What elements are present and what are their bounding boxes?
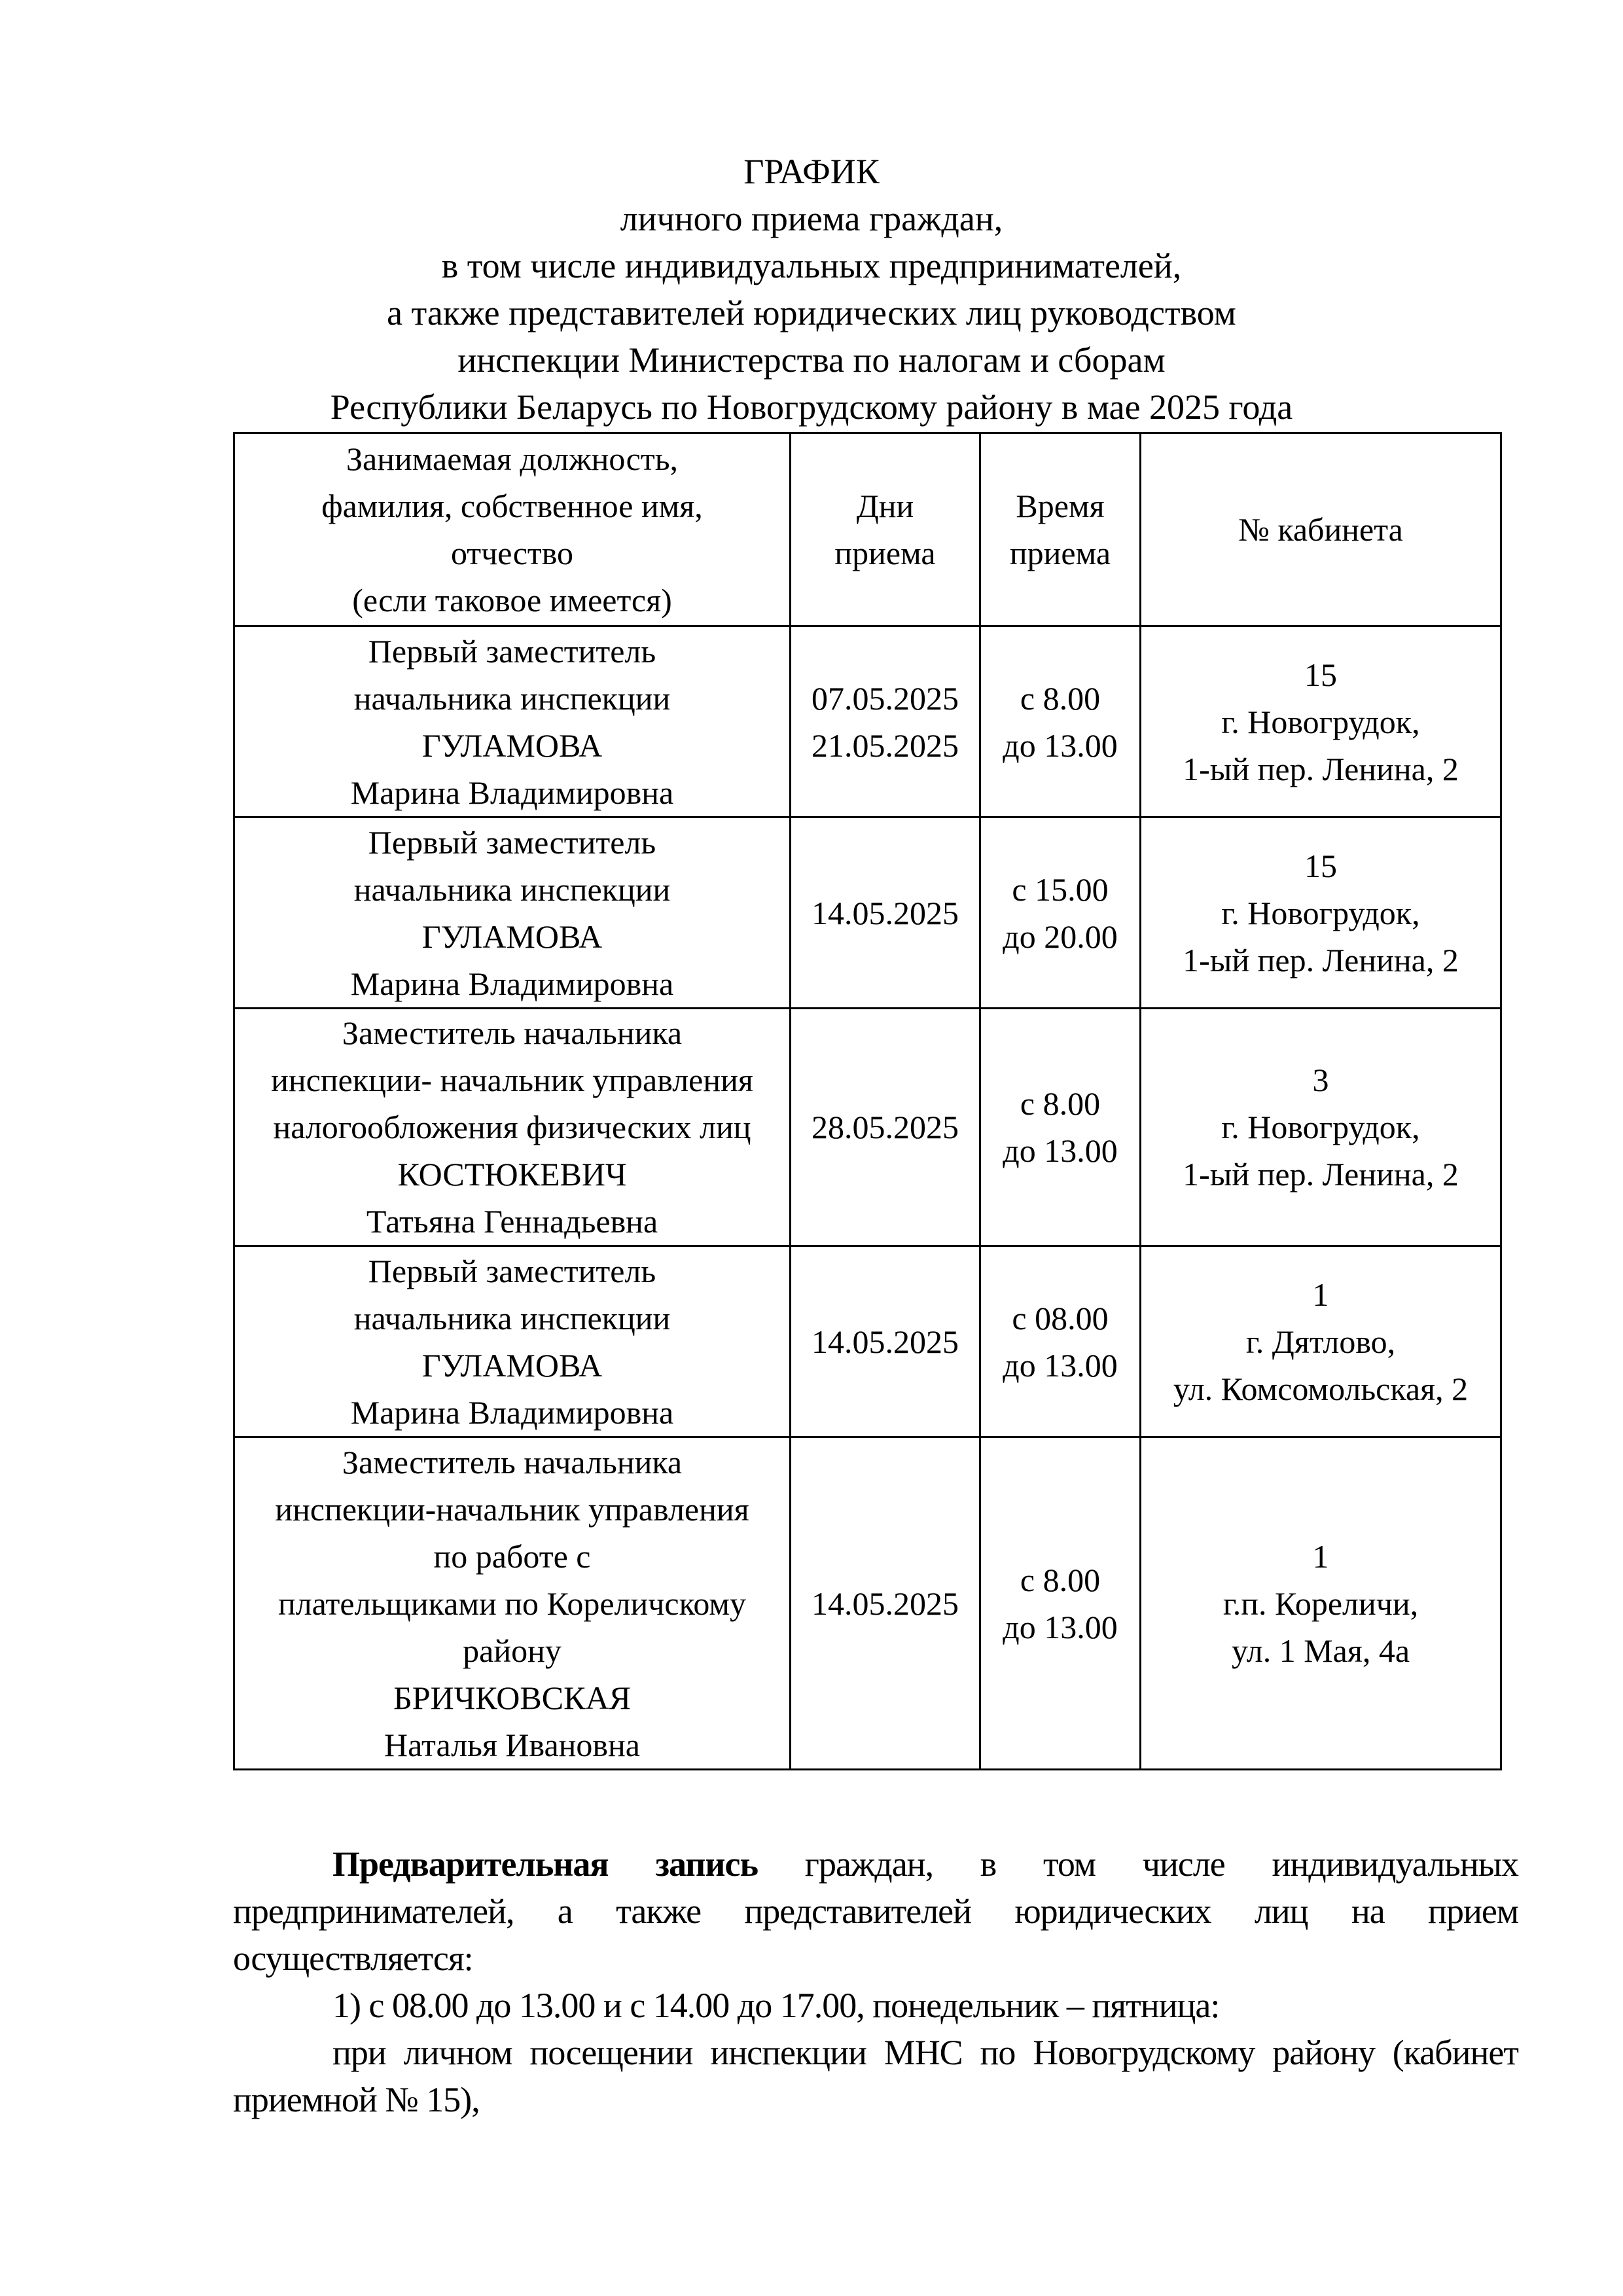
cell-position [234,1437,791,1770]
note-item-1-detail: при личном посещении инспекции МНС по Новогрудскому району (кабинет приемной № 15), [233,2033,1518,2119]
cell-line: 14.05.2025 [812,1323,959,1360]
cell-line: с 08.00 [1012,1299,1109,1336]
title-line: в том числе индивидуальных предпринимателей, [441,246,1182,285]
cell-line: Марина Владимировна [350,1393,674,1431]
cell-lines [795,675,975,769]
table-body [234,626,1501,1770]
cell-line: г.п. Кореличи, [1222,1585,1419,1622]
cell-office [1141,1246,1501,1437]
cell-line: 15 [1304,847,1337,884]
cell-lines [1145,842,1496,984]
table-row [234,626,1501,817]
cell-line: 14.05.2025 [812,894,959,931]
cell-lines [795,889,975,937]
cell-line: (если таковое имеется) [352,582,672,619]
cell-line: 1 [1312,1276,1329,1313]
cell-lines [795,1103,975,1151]
cell-line: с 15.00 [1012,870,1109,908]
cell-line: приема [834,535,936,571]
cell-line: Первый заместитель [368,1252,656,1289]
header-position [234,433,791,626]
cell-line: Заместитель начальника [342,1443,683,1480]
cell-lines [985,675,1135,769]
note-item-1: 1) с 08.00 до 13.00 и с 14.00 до 17.00, понедельник – пятница: [332,1986,1220,2025]
cell-time [980,1246,1141,1437]
cell-line: району [463,1632,562,1669]
cell-line: с 8.00 [1020,1561,1101,1598]
cell-line: БРИЧКОВСКАЯ [393,1679,631,1716]
cell-line: Марина Владимировна [350,774,674,811]
cell-line: 28.05.2025 [812,1109,959,1145]
cell-line: 1-ый пер. Ленина, 2 [1183,1156,1459,1193]
cell-lines [795,1318,975,1365]
cell-line: по работе с [433,1537,591,1575]
cell-line: Заместитель начальника [342,1014,683,1051]
cell-line: до 13.00 [1003,1346,1118,1384]
cell-line: г. Новогрудок, [1221,894,1420,931]
cell-time [980,626,1141,817]
cell-line: Первый заместитель [368,823,656,861]
cell-line: начальника инспекции [353,1299,671,1336]
note-intro [233,1840,1518,1982]
cell-time [980,817,1141,1009]
cell-lines [239,435,785,624]
cell-line: до 20.00 [1003,918,1118,955]
cell-line: начальника инспекции [353,679,671,717]
cell-line: отчество [450,535,574,571]
cell-line: ГУЛАМОВА [421,1346,603,1384]
cell-lines [239,1009,785,1245]
cell-line: № кабинета [1238,511,1403,548]
cell-lines [1145,506,1496,553]
cell-line: ГУЛАМОВА [421,918,603,955]
cell-lines [239,628,785,816]
cell-lines [985,1556,1135,1651]
cell-position [234,1009,791,1246]
cell-days [791,1246,980,1437]
cell-lines [985,1295,1135,1389]
title-heading: ГРАФИК [743,152,880,191]
note-bold-lead: Предварительная запись [332,1844,758,1884]
title-line: Республики Беларусь по Новогрудскому району в мае 2025 года [330,387,1293,427]
cell-lines [239,1247,785,1436]
cell-line: Первый заместитель [368,632,656,670]
cell-line: до 13.00 [1003,1132,1118,1169]
table-row [234,1009,1501,1246]
cell-line: плательщиками по Кореличскому [277,1585,747,1622]
cell-days [791,1437,980,1770]
cell-line: 21.05.2025 [812,726,959,764]
cell-lines [985,1080,1135,1174]
cell-line: 1 [1312,1537,1329,1575]
table-row [234,817,1501,1009]
cell-line: до 13.00 [1003,1608,1118,1645]
title-line: а также представителей юридических лиц руководством [387,293,1236,332]
cell-lines [1145,651,1496,793]
cell-line: до 13.00 [1003,726,1118,764]
cell-lines [239,819,785,1007]
cell-line: Наталья Ивановна [384,1726,640,1763]
cell-line: ул. Комсомольская, 2 [1173,1370,1469,1407]
cell-line: налогообложения физических лиц [273,1109,751,1145]
cell-office [1141,1437,1501,1770]
cell-line: 07.05.2025 [812,679,959,717]
cell-line: г. Дятлово, [1245,1323,1396,1360]
cell-position [234,1246,791,1437]
cell-line: ГУЛАМОВА [421,726,603,764]
cell-line: инспекции-начальник управления [275,1490,749,1528]
cell-line: Татьяна Геннадьевна [366,1203,658,1240]
cell-days [791,626,980,817]
cell-position [234,817,791,1009]
cell-line: 15 [1304,656,1337,693]
cell-office [1141,817,1501,1009]
cell-line: Марина Владимировна [350,965,674,1002]
cell-line: Время [1016,488,1105,524]
cell-days [791,817,980,1009]
header-days [791,433,980,626]
cell-lines [795,482,975,577]
cell-position [234,626,791,817]
cell-office [1141,1009,1501,1246]
cell-days [791,1009,980,1246]
title-line: инспекции Министерства по налогам и сборам [457,340,1166,380]
cell-line: с 8.00 [1020,1085,1101,1122]
cell-line: Дни [856,488,914,524]
cell-line: приема [1009,535,1111,571]
cell-line: 1-ый пер. Ленина, 2 [1183,750,1459,787]
cell-lines [985,866,1135,960]
table-row [234,1437,1501,1770]
cell-lines [239,1439,785,1768]
cell-line: 3 [1312,1062,1329,1098]
header-office [1141,433,1501,626]
cell-line: КОСТЮКЕВИЧ [397,1156,627,1193]
schedule-table [233,432,1502,1770]
cell-time [980,1009,1141,1246]
cell-line: инспекции- начальник управления [271,1062,753,1098]
cell-line: Занимаемая должность, [346,440,679,477]
cell-line: начальника инспекции [353,870,671,908]
cell-office [1141,626,1501,817]
cell-line: 1-ый пер. Ленина, 2 [1183,941,1459,978]
cell-line: с 8.00 [1020,679,1101,717]
cell-lines [1145,1056,1496,1198]
cell-lines [1145,1271,1496,1412]
cell-line: ул. 1 Мая, 4а [1231,1632,1410,1669]
document-title [0,148,1623,431]
cell-line: г. Новогрудок, [1221,703,1420,740]
cell-line: 14.05.2025 [812,1585,959,1622]
cell-time [980,1437,1141,1770]
cell-line: г. Новогрудок, [1221,1109,1420,1145]
note-intro-text: граждан, в том числе индивидуальных предпринимателей, а также представителей юридических лиц на прием осуществляется: [233,1844,1518,1978]
table-header-row [234,433,1501,626]
table-row [234,1246,1501,1437]
cell-lines [1145,1533,1496,1674]
cell-lines [985,482,1135,577]
header-time [980,433,1141,626]
cell-line: фамилия, собственное имя, [321,488,703,524]
cell-lines [795,1580,975,1627]
title-line: личного приема граждан, [620,199,1003,238]
